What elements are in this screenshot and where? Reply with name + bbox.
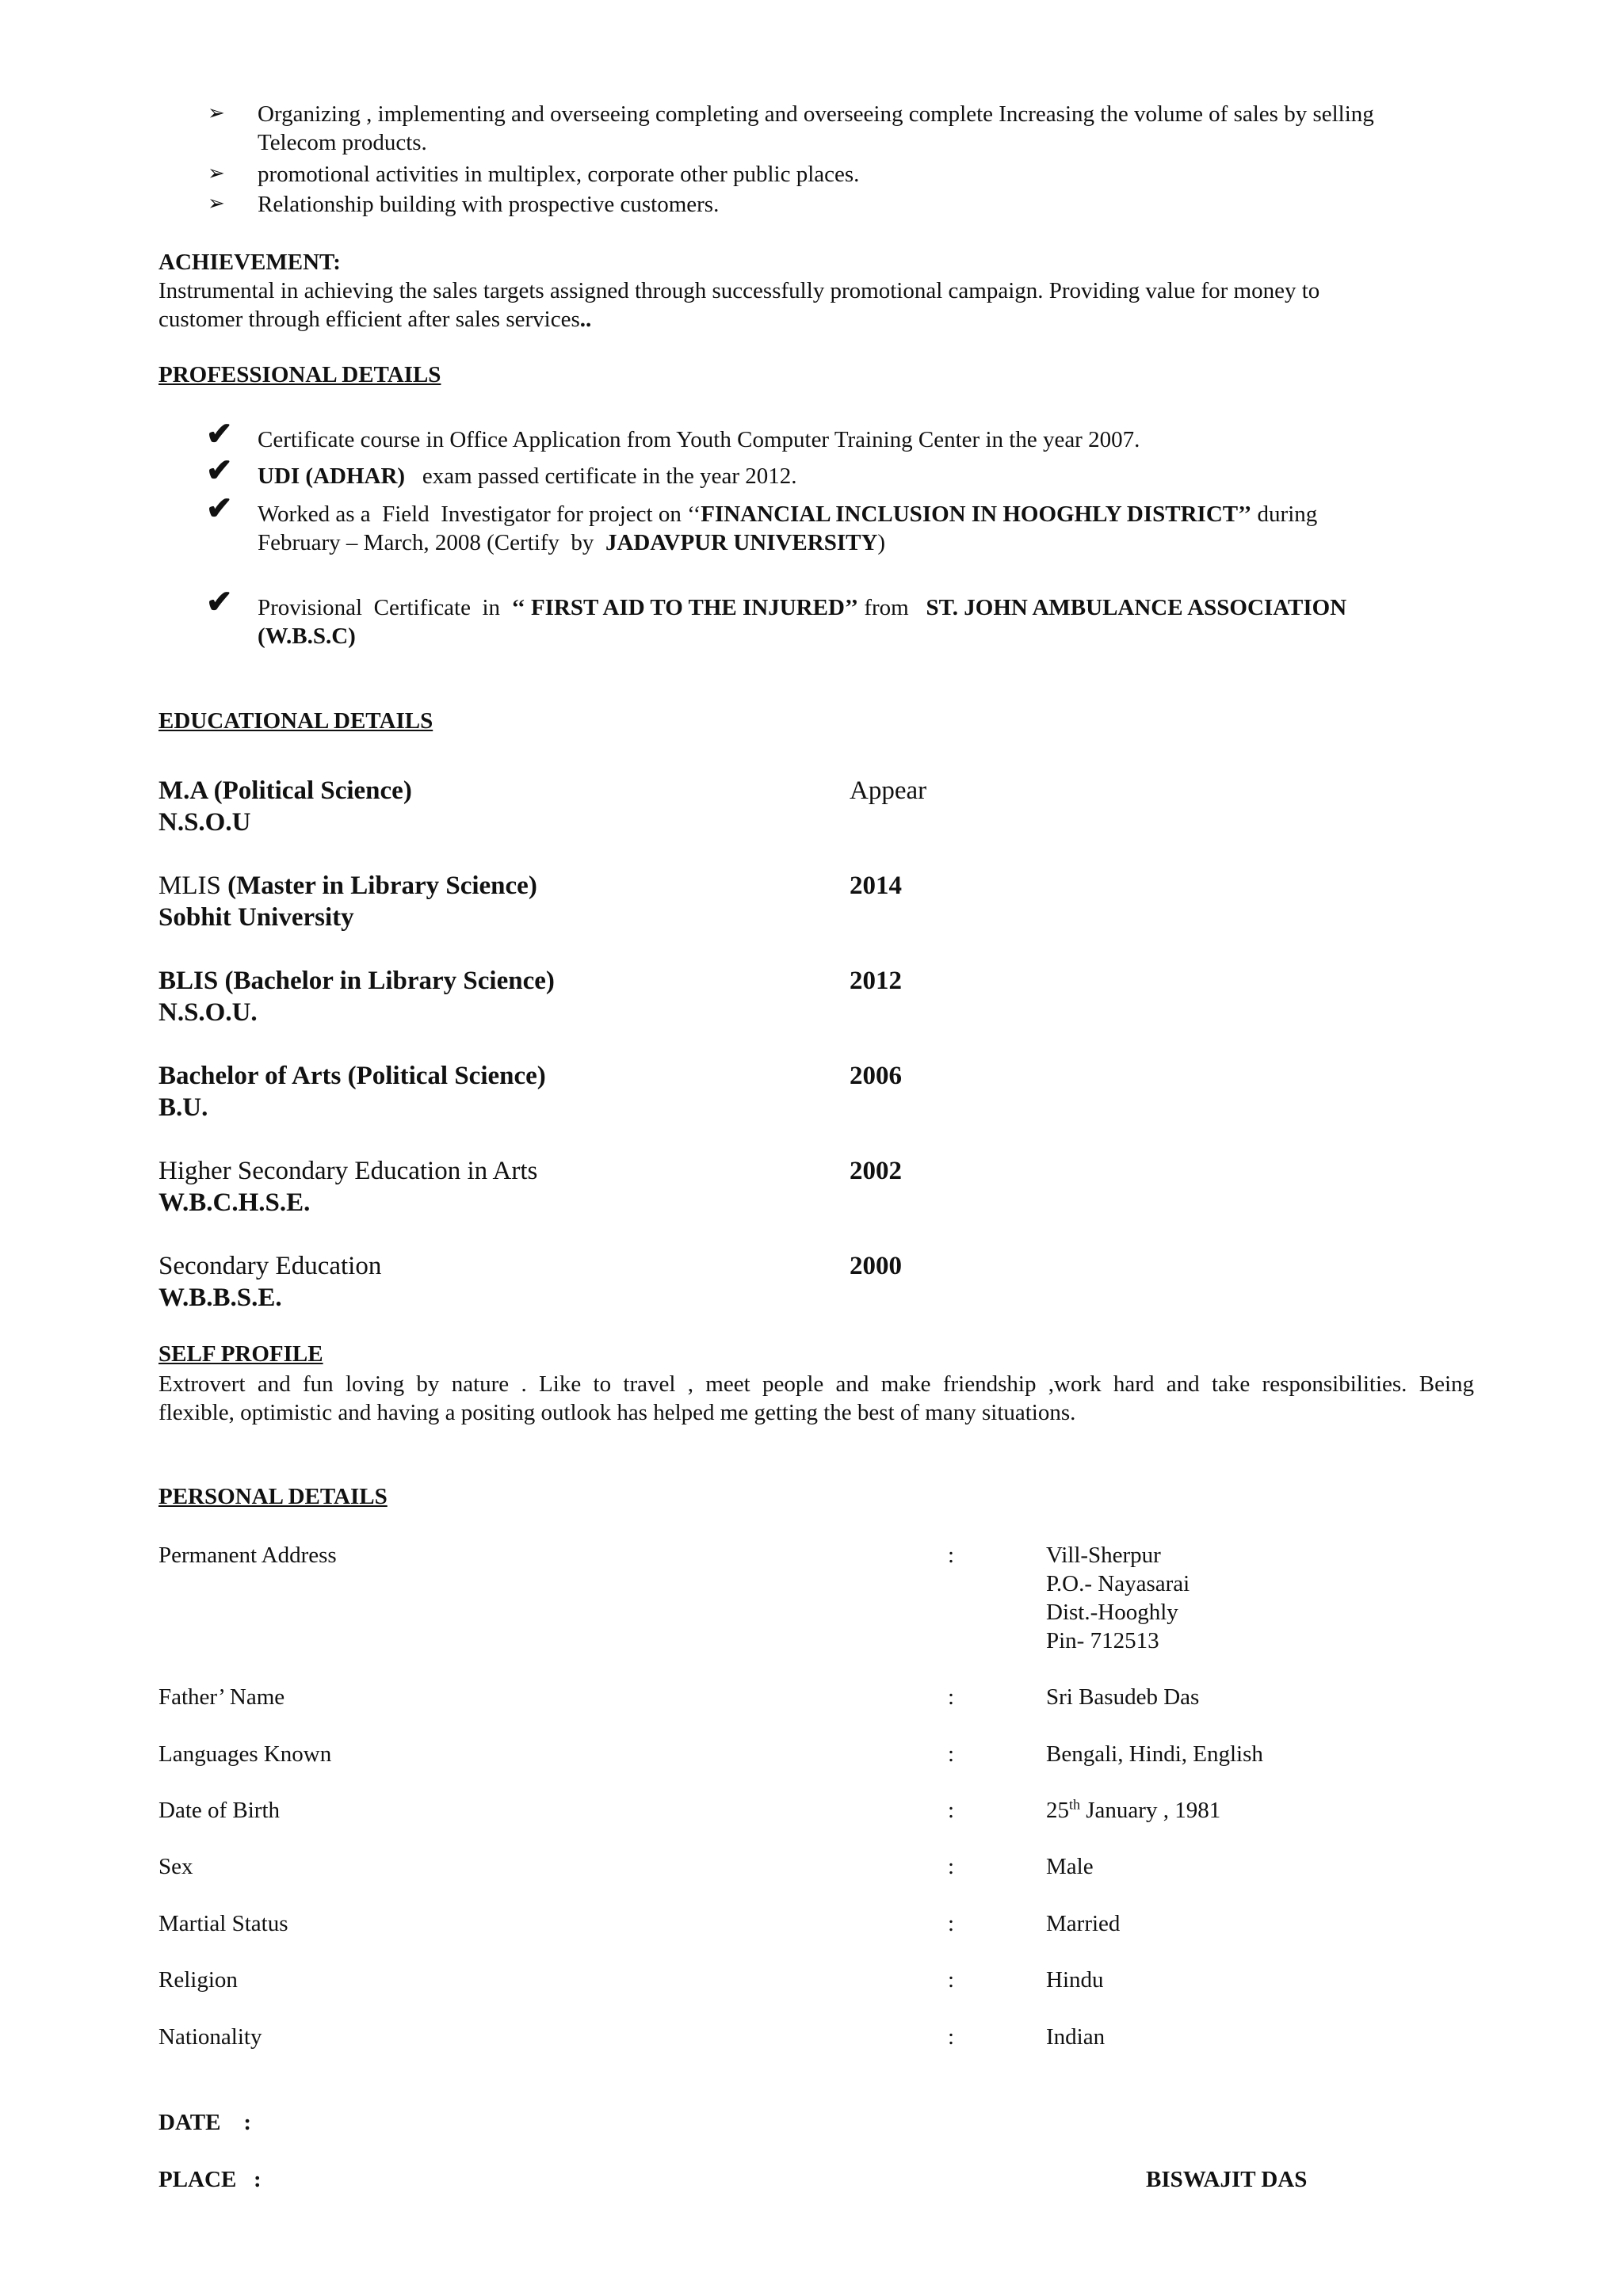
education-year: 2006 <box>850 1062 902 1090</box>
education-row: Bachelor of Arts (Political Science) B.U. <box>158 1062 546 1122</box>
colon: : <box>948 1543 955 1568</box>
education-row: M.A (Political Science) N.S.O.U <box>158 776 412 837</box>
self-profile-heading: SELF PROFILE <box>158 1341 323 1367</box>
list-item: Provisional Certificate in ‘‘ FIRST AID TO THE INJURED’’ from ST. JOHN AMBULANCE ASSOCIATION (W.B.S.C) <box>258 595 1347 649</box>
religion-value: Hindu <box>1046 1967 1104 1993</box>
education-year: 2002 <box>850 1157 902 1185</box>
education-row: Higher Secondary Education in Arts W.B.C.H.S.E. <box>158 1157 538 1217</box>
checkmark-icon: ✔ <box>206 416 233 452</box>
personal-details-heading: PERSONAL DETAILS <box>158 1484 388 1509</box>
list-item: Worked as a Field Investigator for project on ‘‘FINANCIAL INCLUSION IN HOOGHLY DISTRICT’’ during February – March, 2008 (Certify by JADAVPUR UNIVERSITY) <box>258 502 1318 555</box>
education-row: BLIS (Bachelor in Library Science) N.S.O.U. <box>158 967 555 1027</box>
sex-label: Sex <box>158 1854 193 1879</box>
colon: : <box>948 1798 955 1823</box>
checkmark-icon: ✔ <box>206 490 233 526</box>
list-item: Certificate course in Office Application from Youth Computer Training Center in the year 2007. <box>258 427 1140 452</box>
colon: : <box>948 1967 955 1993</box>
dob-label: Date of Birth <box>158 1798 281 1823</box>
date-label: DATE : <box>158 2110 252 2135</box>
education-row: Secondary Education W.B.B.S.E. <box>158 1252 382 1312</box>
colon: : <box>948 1854 955 1879</box>
education-year: 2000 <box>850 1252 902 1280</box>
colon: : <box>948 2024 955 2050</box>
professional-details-heading: PROFESSIONAL DETAILS <box>158 362 441 387</box>
checkmark-icon: ✔ <box>206 584 233 620</box>
father-name-value: Sri Basudeb Das <box>1046 1684 1200 1710</box>
religion-label: Religion <box>158 1967 238 1993</box>
checkmark-icon: ✔ <box>206 452 233 488</box>
arrow-bullet-icon: ➢ <box>208 101 225 124</box>
education-year: 2012 <box>850 967 902 995</box>
arrow-bullet-icon: ➢ <box>208 192 225 215</box>
education-year: 2014 <box>850 871 902 900</box>
self-profile-text: Extrovert and fun loving by nature . Like to travel , meet people and make friendship ,work hard and take responsibilities. Being flexible, optimistic and having a positing outlook has helped me getting the best of many situations. <box>158 1371 1474 1425</box>
father-name-label: Father’ Name <box>158 1684 285 1710</box>
nationality-label: Nationality <box>158 2024 262 2050</box>
place-label: PLACE : <box>158 2167 262 2192</box>
achievement-text: Instrumental in achieving the sales targets assigned through successfully promotional campaign. Providing value for money to customer through efficient after sales services.. <box>158 278 1320 332</box>
educational-details-heading: EDUCATIONAL DETAILS <box>158 708 433 734</box>
colon: : <box>948 1684 955 1710</box>
marital-status-value: Married <box>1046 1911 1121 1936</box>
address-value: Vill-Sherpur P.O.- Nayasarai Dist.-Hooghly Pin- 712513 <box>1046 1543 1190 1653</box>
list-item: Relationship building with prospective customers. <box>258 192 720 217</box>
education-row: MLIS (Master in Library Science) Sobhit University <box>158 871 537 932</box>
marital-status-label: Martial Status <box>158 1911 288 1936</box>
list-item: promotional activities in multiplex, corporate other public places. <box>258 162 860 187</box>
list-item: Organizing , implementing and overseeing completing and overseeing complete Increasing the volume of sales by selling Telecom products. <box>258 101 1374 155</box>
colon: : <box>948 1911 955 1936</box>
languages-value: Bengali, Hindi, English <box>1046 1741 1263 1767</box>
dob-value: 25th January , 1981 <box>1046 1796 1221 1823</box>
signature-name: BISWAJIT DAS <box>1146 2167 1308 2192</box>
colon: : <box>948 1741 955 1767</box>
nationality-value: Indian <box>1046 2024 1106 2050</box>
achievement-heading: ACHIEVEMENT: <box>158 250 341 275</box>
education-year: Appear <box>850 776 927 805</box>
sex-value: Male <box>1046 1854 1094 1879</box>
arrow-bullet-icon: ➢ <box>208 162 225 185</box>
list-item: UDI (ADHAR) exam passed certificate in the year 2012. <box>258 463 797 489</box>
address-label: Permanent Address <box>158 1543 337 1568</box>
languages-label: Languages Known <box>158 1741 332 1767</box>
